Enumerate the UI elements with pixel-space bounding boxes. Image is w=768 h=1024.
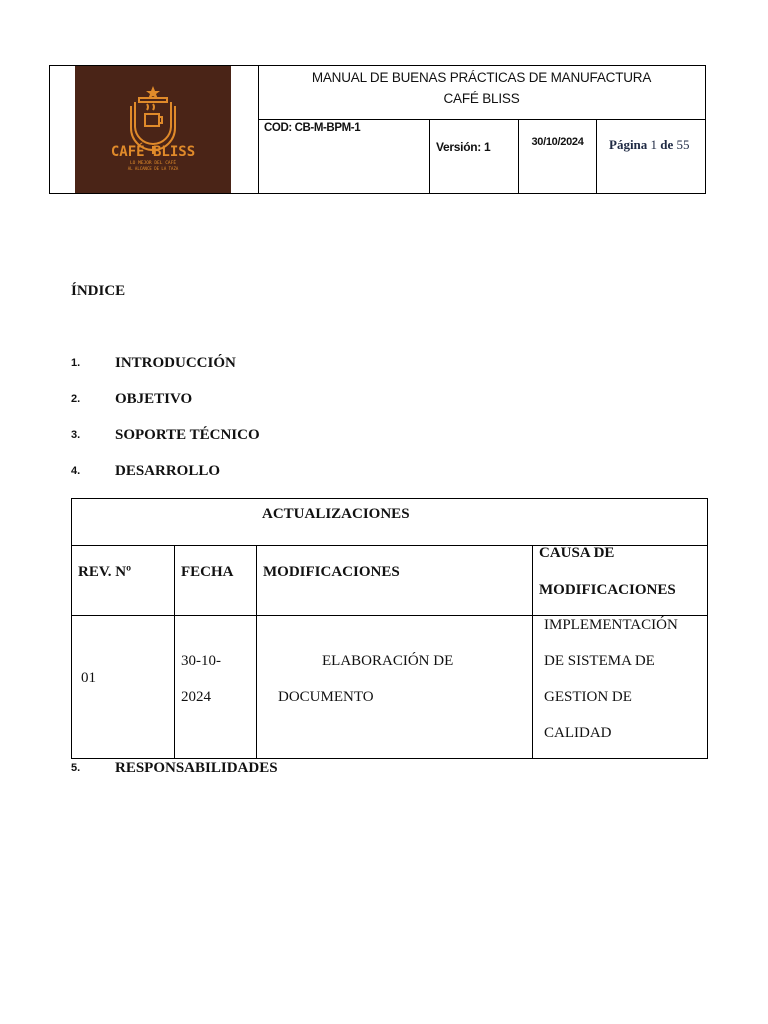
page-number: 1	[650, 137, 658, 152]
manual-title	[258, 66, 705, 120]
manual-title-line1: MANUAL DE BUENAS PRÁCTICAS DE MANUFACTURA	[311, 70, 652, 85]
coffee-cup-icon	[75, 66, 231, 193]
header-fecha: FECHA	[181, 564, 234, 580]
cafe-bliss-logo	[75, 66, 231, 193]
updates-table-title: ACTUALIZACIONES	[262, 506, 410, 522]
row-mod-line2: DOCUMENTO	[278, 689, 374, 705]
index-title: ÍNDICE	[71, 283, 126, 299]
svg-text:AL ALCANCE DE LA TAZA: AL ALCANCE DE LA TAZA	[127, 166, 179, 171]
document-header	[49, 65, 706, 194]
row-causa-line2: DE SISTEMA DE	[544, 653, 655, 669]
manual-title-line2: CAFÉ BLISS	[443, 91, 520, 106]
updates-table	[71, 498, 708, 759]
row-causa-line4: CALIDAD	[544, 725, 612, 741]
page-of: de	[660, 137, 674, 152]
page-total: 55	[676, 137, 690, 152]
logo-cell	[50, 66, 259, 193]
document-code: COD: CB-M-BPM-1	[258, 120, 430, 193]
row-fecha-line1: 30-10-	[181, 653, 221, 669]
header-rev: REV. Nº	[78, 564, 132, 580]
document-version: Versión: 1	[430, 120, 519, 193]
row-mod-line1: ELABORACIÓN DE	[322, 653, 454, 669]
document-date: 30/10/2024	[519, 120, 597, 193]
svg-text:LO MEJOR DEL CAFÉ: LO MEJOR DEL CAFÉ	[129, 161, 177, 166]
row-rev: 01	[81, 670, 96, 686]
header-causa-line2: MODIFICACIONES	[539, 582, 676, 598]
svg-text:CAFÉ BLISS: CAFÉ BLISS	[110, 144, 196, 160]
page-counter	[597, 120, 705, 193]
header-causa-line1: CAUSA DE	[539, 545, 615, 561]
header-modificaciones: MODIFICACIONES	[263, 564, 400, 580]
page-word: Página	[609, 137, 648, 152]
row-causa-line1: IMPLEMENTACIÓN	[544, 617, 678, 633]
row-causa-line3: GESTION DE	[544, 689, 632, 705]
row-fecha-line2: 2024	[181, 689, 211, 705]
